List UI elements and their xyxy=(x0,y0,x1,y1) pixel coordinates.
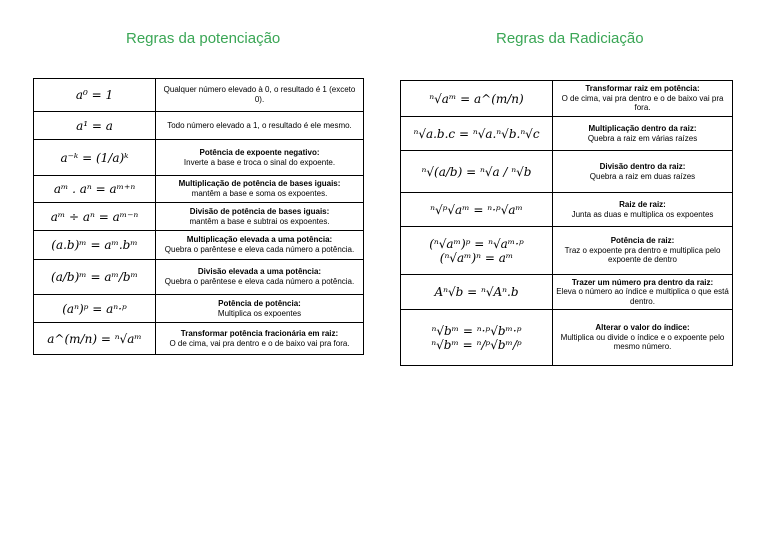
formula-cell: ⁿ√a.b.c = ⁿ√a.ⁿ√b.ⁿ√c xyxy=(401,117,553,151)
rule-desc: mantêm a base e soma os expoentes. xyxy=(191,189,328,198)
rule-title: Potência de raiz: xyxy=(610,236,675,246)
rule-desc: Eleva o número ao índice e multiplica o que está dentro. xyxy=(556,287,729,306)
description-cell xyxy=(156,260,364,295)
table-row xyxy=(401,151,733,193)
rule-desc: Quebra o parêntese e eleva cada número a potência. xyxy=(164,245,355,254)
formula-cell: a⁻ᵏ = (1/a)ᵏ xyxy=(34,140,156,176)
rule-title: Trazer um número pra dentro da raiz: xyxy=(571,277,714,287)
formula-cell: (aⁿ)ᵖ = aⁿ·ᵖ xyxy=(34,295,156,323)
description-cell xyxy=(553,193,733,227)
description-cell xyxy=(156,112,364,140)
heading-potenciacao: Regras da potenciação xyxy=(126,30,281,47)
table-row xyxy=(401,310,733,366)
heading-radiciacao: Regras da Radiciação xyxy=(496,30,644,47)
rule-title: Potência de expoente negativo: xyxy=(199,147,320,157)
table-row xyxy=(34,323,364,355)
description-cell xyxy=(156,295,364,323)
rule-desc: Junta as duas e multiplica os expoentes xyxy=(571,209,714,219)
description-cell xyxy=(553,117,733,151)
formula-line: (ⁿ√aᵐ)ⁿ = aᵐ xyxy=(439,250,514,265)
formula-cell: aᵐ ÷ aⁿ = aᵐ⁻ⁿ xyxy=(34,203,156,231)
description-cell xyxy=(553,227,733,275)
rule-title: Divisão de potência de bases iguais: xyxy=(189,206,330,216)
rule-title: Multiplicação elevada a uma potência: xyxy=(186,235,333,245)
table-row xyxy=(401,193,733,227)
rule-desc: Qualquer número elevado à 0, o resultado é 1 (exceto 0). xyxy=(163,85,356,104)
rule-title: Alterar o valor do índice: xyxy=(595,323,690,333)
table-row xyxy=(401,117,733,151)
table-row xyxy=(34,112,364,140)
formula-cell: a¹ = a xyxy=(34,112,156,140)
rule-desc: Multiplica os expoentes xyxy=(217,308,302,318)
formula-line: ⁿ√bᵐ = ⁿ·ᵖ√bᵐ·ᵖ xyxy=(431,323,522,338)
table-row xyxy=(34,203,364,231)
table-row xyxy=(401,227,733,275)
table-radiciacao xyxy=(400,80,733,366)
rule-title: Potência de potência: xyxy=(218,298,301,308)
table-row xyxy=(401,275,733,310)
formula-cell: (a/b)ᵐ = aᵐ/bᵐ xyxy=(34,260,156,295)
rule-desc: Quebra o parêntese e eleva cada número a potência. xyxy=(164,277,355,286)
table-row xyxy=(34,295,364,323)
rule-desc: Todo número elevado a 1, o resultado é ele mesmo. xyxy=(167,120,352,130)
rule-title: Transformar raiz em potência: xyxy=(585,84,700,94)
formula-cell: aᵐ . aⁿ = aᵐ⁺ⁿ xyxy=(34,176,156,203)
description-cell xyxy=(553,310,733,366)
formula-line: ⁿ√bᵐ = ⁿ/ᵖ√bᵐ/ᵖ xyxy=(431,337,522,352)
table-row xyxy=(34,260,364,295)
table-row xyxy=(34,231,364,260)
table-row xyxy=(34,79,364,112)
table-row xyxy=(401,81,733,117)
description-cell xyxy=(553,275,733,310)
formula-cell: ⁿ√ᵖ√aᵐ = ⁿ·ᵖ√aᵐ xyxy=(401,193,553,227)
table-row xyxy=(34,140,364,176)
description-cell xyxy=(156,140,364,176)
table-row xyxy=(34,176,364,203)
description-cell xyxy=(156,79,364,112)
table-potenciacao xyxy=(33,78,364,355)
rule-desc: O de cima, vai pra dentro e o de baixo vai pra fora. xyxy=(169,338,350,348)
rule-desc: O de cima, vai pra dentro e o de baixo vai pra fora. xyxy=(561,93,724,113)
rule-desc: Traz o expoente pra dentro e multiplica pelo expoente de dentro xyxy=(564,245,721,265)
description-cell xyxy=(156,231,364,260)
rule-title: Divisão dentro da raiz: xyxy=(599,161,686,171)
rule-title: Multiplicação de potência de bases iguais: xyxy=(178,179,341,189)
formula-cell: (a.b)ᵐ = aᵐ.bᵐ xyxy=(34,231,156,260)
rule-desc: Quebra a raiz em várias raízes xyxy=(587,133,698,143)
rule-title: Transformar potência fracionária em raiz: xyxy=(180,328,339,338)
rule-title: Divisão elevada a uma potência: xyxy=(197,267,322,277)
description-cell xyxy=(553,81,733,117)
rule-title: Multiplicação dentro da raiz: xyxy=(588,123,697,133)
formula-cell: a⁰ = 1 xyxy=(34,79,156,112)
formula-cell xyxy=(401,227,553,275)
formula-cell: ⁿ√(a/b) = ⁿ√a / ⁿ√b xyxy=(401,151,553,193)
formula-cell: a^(m/n) = ⁿ√aᵐ xyxy=(34,323,156,355)
formula-cell: ⁿ√aᵐ = a^(m/n) xyxy=(401,81,553,117)
rule-desc: mantêm a base e subtrai os expoentes. xyxy=(189,216,330,226)
formula-cell xyxy=(401,310,553,366)
rule-desc: Inverte a base e troca o sinal do expoente. xyxy=(183,157,336,167)
description-cell xyxy=(156,323,364,355)
description-cell xyxy=(156,203,364,231)
rule-desc: Quebra a raiz em duas raízes xyxy=(589,171,696,181)
rule-desc: Multiplica ou divide o índice e o expoente pelo mesmo número. xyxy=(560,332,725,352)
description-cell xyxy=(553,151,733,193)
rule-title: Raiz de raiz: xyxy=(619,199,666,209)
formula-line: (ⁿ√aᵐ)ᵖ = ⁿ√aᵐ·ᵖ xyxy=(429,236,524,251)
description-cell xyxy=(156,176,364,203)
formula-cell: Aⁿ√b = ⁿ√Aⁿ.b xyxy=(401,275,553,310)
